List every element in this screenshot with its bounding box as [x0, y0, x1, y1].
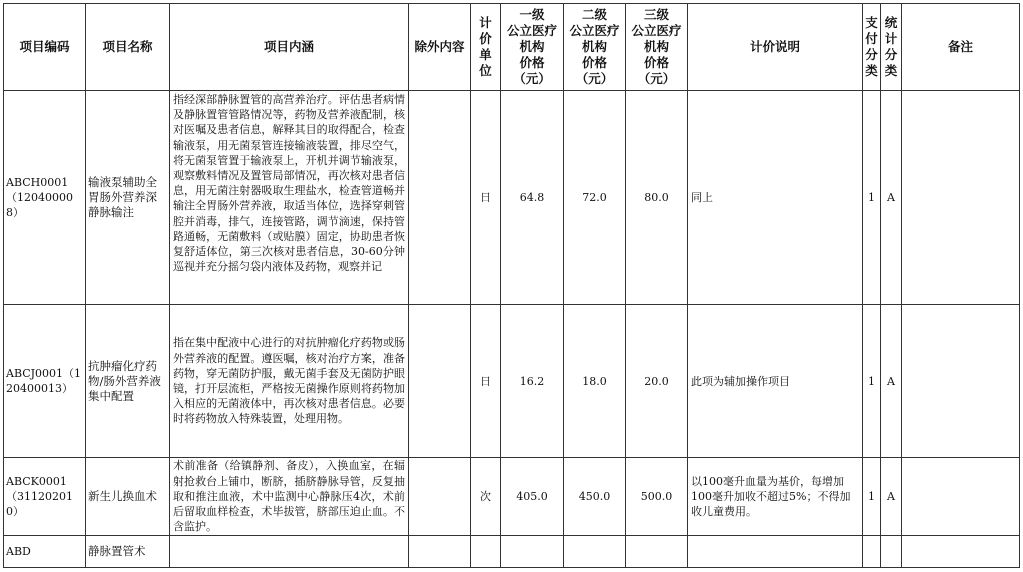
cell-remark: [902, 91, 1020, 305]
cell-remark: [902, 536, 1020, 568]
cell-remark: [902, 305, 1020, 458]
header-row: [4, 4, 1020, 91]
header-price-level3: 三级 公立医疗 机构 价格 （元）: [626, 4, 688, 91]
cell-code: ABD: [4, 536, 86, 568]
cell-pricing-note: 同上: [688, 91, 863, 305]
cell-stat-class: A: [881, 458, 902, 536]
cell-excluded: [409, 305, 471, 458]
cell-pricing-note: [688, 536, 863, 568]
cell-excluded: [409, 458, 471, 536]
header-stat-class: 统 计 分 类: [881, 4, 902, 91]
header-pricing-note: 计价说明: [688, 4, 863, 91]
cell-code: ABCJ0001（120400013）: [4, 305, 86, 458]
cell-excluded: [409, 91, 471, 305]
table-row: [4, 458, 1020, 536]
cell-remark: [902, 458, 1020, 536]
cell-pay-class: 1: [863, 305, 881, 458]
cell-code: ABCH0001（120400008）: [4, 91, 86, 305]
cell-excluded: [409, 536, 471, 568]
header-code: 项目编码: [4, 4, 86, 91]
cell-content-text: 指经深部静脉置管的高营养治疗。评估患者病情及静脉置管管路情况等，药物及营养液配制，核对医嘱及患者信息，解释其目的取得配合，检查输液泵，用无菌泵管连接输液装置，排尽空气，将无菌泵管置于输液泵上，开机并调节输液泵，观察敷料情况及置管局部情况，再次核对患者信息，用无菌注射器吸取生理盐水，检查管道畅并输注全胃肠外营养液，取适当体位，选择穿刺管腔并消毒，排气，连接管路，调节滴速，保持管路通畅，无菌敷料（或贴膜）固定，协助患者恢复舒适体位，第三次核对患者信息，30-60分钟巡视并充分摇匀袋内液体及药物，观察并记: [173, 93, 405, 274]
cell-name: 输液泵辅助全胃肠外营养深静脉输注: [86, 91, 170, 305]
cell-content: [170, 91, 409, 305]
cell-pay-class: [863, 536, 881, 568]
cell-stat-class: A: [881, 91, 902, 305]
header-price-level2: 二级 公立医疗 机构 价格 （元）: [564, 4, 626, 91]
cell-price-level2: 450.0: [564, 458, 626, 536]
table-row: [4, 91, 1020, 305]
cell-price-level2: [564, 536, 626, 568]
cell-price-level3: 80.0: [626, 91, 688, 305]
cell-name: 抗肿瘤化疗药物/肠外营养液集中配置: [86, 305, 170, 458]
header-unit: 计 价 单 位: [471, 4, 501, 91]
cell-pay-class: 1: [863, 91, 881, 305]
cell-content: 术前准备（给镇静剂、备皮），入换血室，在辐射抢救台上铺巾，断脐，插脐静脉导管，反复抽取和推注血液，术中监测中心静脉压4次，术前后留取血样检查，术毕拔管，脐部压迫止血。不含监护。: [170, 458, 409, 536]
cell-pricing-note: 以100毫升血量为基价，每增加100毫升加收不超过5%；不得加收儿童费用。: [688, 458, 863, 536]
cell-price-level3: [626, 536, 688, 568]
cell-pay-class: 1: [863, 458, 881, 536]
header-remark: 备注: [902, 4, 1020, 91]
header-name: 项目名称: [86, 4, 170, 91]
cell-unit: 次: [471, 458, 501, 536]
cell-unit: 日: [471, 305, 501, 458]
cell-price-level1: 405.0: [501, 458, 564, 536]
table-row: [4, 305, 1020, 458]
cell-price-level1: 64.8: [501, 91, 564, 305]
cell-unit: 日: [471, 91, 501, 305]
cell-name: 静脉置管术: [86, 536, 170, 568]
cell-content: [170, 536, 409, 568]
cell-price-level1: [501, 536, 564, 568]
cell-stat-class: A: [881, 305, 902, 458]
cell-content: 指在集中配液中心进行的对抗肿瘤化疗药物或肠外营养液的配置。遵医嘱，核对治疗方案，准备药物，穿无菌防护服，戴无菌手套及无菌防护眼镜，打开层流柜，严格按无菌操作原则将药物加入相应的无菌液体中，再次核对患者信息。必要时将药物放入特殊装置，处理用物。: [170, 305, 409, 458]
cell-price-level3: 20.0: [626, 305, 688, 458]
cell-price-level1: 16.2: [501, 305, 564, 458]
cell-name: 新生儿换血术: [86, 458, 170, 536]
table-row: [4, 536, 1020, 568]
cell-price-level2: 18.0: [564, 305, 626, 458]
cell-price-level2: 72.0: [564, 91, 626, 305]
header-pay-class: 支 付 分 类: [863, 4, 881, 91]
cell-pricing-note: 此项为辅加操作项目: [688, 305, 863, 458]
cell-price-level3: 500.0: [626, 458, 688, 536]
header-excluded: 除外内容: [409, 4, 471, 91]
price-table: [3, 3, 1020, 568]
header-price-level1: 一级 公立医疗 机构 价格 （元）: [501, 4, 564, 91]
cell-stat-class: [881, 536, 902, 568]
cell-unit: [471, 536, 501, 568]
header-content: 项目内涵: [170, 4, 409, 91]
cell-code: ABCK0001（311202010）: [4, 458, 86, 536]
